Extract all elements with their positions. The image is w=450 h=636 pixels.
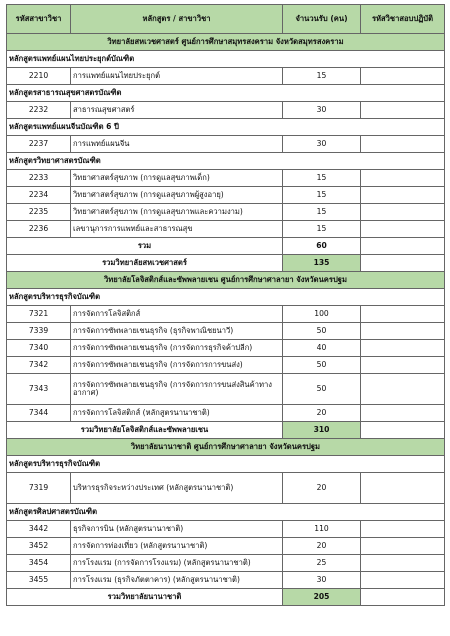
college-name: วิทยาลัยโลจิสติกส์และซัพพลายเชน ศูนย์การศึกษาศาลายา จังหวัดนครปฐม xyxy=(7,272,445,289)
college-total-empty xyxy=(361,589,445,606)
table-row xyxy=(7,374,445,405)
cell-code: 3442 xyxy=(7,521,71,538)
subtotal-label: รวม xyxy=(7,238,283,255)
admission-quota-table xyxy=(6,4,445,606)
cell-major-name: บริหารธุรกิจระหว่างประเทศ (หลักสูตรนานาชาติ) xyxy=(71,473,283,504)
program-title: หลักสูตรแพทย์แผนไทยประยุกต์บัณฑิต xyxy=(7,51,445,68)
cell-code: 7321 xyxy=(7,306,71,323)
cell-exam-code xyxy=(361,170,445,187)
cell-code: 2233 xyxy=(7,170,71,187)
program-title: หลักสูตรศิลปศาสตรบัณฑิต xyxy=(7,504,445,521)
table-row xyxy=(7,187,445,204)
cell-exam-code xyxy=(361,68,445,85)
header-quota: จำนวนรับ (คน) xyxy=(283,5,361,34)
cell-code: 7339 xyxy=(7,323,71,340)
cell-exam-code xyxy=(361,340,445,357)
cell-quota: 50 xyxy=(283,357,361,374)
program-title: หลักสูตรบริหารธุรกิจบัณฑิต xyxy=(7,289,445,306)
cell-quota: 30 xyxy=(283,136,361,153)
table-row xyxy=(7,538,445,555)
cell-code: 7342 xyxy=(7,357,71,374)
cell-code: 7319 xyxy=(7,473,71,504)
college-total-value: 135 xyxy=(283,255,361,272)
college-total-label: รวมวิทยาลัยสหเวชศาสตร์ xyxy=(7,255,283,272)
header-program: หลักสูตร / สาขาวิชา xyxy=(71,5,283,34)
cell-major-name: การจัดการซัพพลายเชนธุรกิจ (การจัดการธุรกิจค้าปลีก) xyxy=(71,340,283,357)
table-row xyxy=(7,473,445,504)
table-row xyxy=(7,68,445,85)
cell-major-name: วิทยาศาสตร์สุขภาพ (การดูแลสุขภาพเด็ก) xyxy=(71,170,283,187)
cell-exam-code xyxy=(361,405,445,422)
program-row xyxy=(7,51,445,68)
cell-code: 2210 xyxy=(7,68,71,85)
table-row xyxy=(7,405,445,422)
cell-quota: 30 xyxy=(283,572,361,589)
cell-exam-code xyxy=(361,306,445,323)
cell-code: 7344 xyxy=(7,405,71,422)
cell-major-name: วิทยาศาสตร์สุขภาพ (การดูแลสุขภาพและความงาม) xyxy=(71,204,283,221)
cell-major-name: การแพทย์แผนจีน xyxy=(71,136,283,153)
subtotal-value: 60 xyxy=(283,238,361,255)
cell-code: 2237 xyxy=(7,136,71,153)
table-row xyxy=(7,323,445,340)
college-total-empty xyxy=(361,422,445,439)
program-row xyxy=(7,289,445,306)
college-total-label: รวมวิทยาลัยโลจิสติกส์และซัพพลายเชน xyxy=(7,422,283,439)
cell-quota: 15 xyxy=(283,187,361,204)
cell-quota: 40 xyxy=(283,340,361,357)
cell-exam-code xyxy=(361,473,445,504)
program-row xyxy=(7,504,445,521)
college-name: วิทยาลัยสหเวชศาสตร์ ศูนย์การศึกษาสมุทรสงคราม จังหวัดสมุทรสงคราม xyxy=(7,34,445,51)
table-row xyxy=(7,572,445,589)
cell-major-name: การจัดการซัพพลายเชนธุรกิจ (การจัดการการขนส่ง) xyxy=(71,357,283,374)
cell-quota: 50 xyxy=(283,374,361,405)
cell-quota: 20 xyxy=(283,538,361,555)
cell-major-name: เลขานุการการแพทย์และสาธารณสุข xyxy=(71,221,283,238)
cell-major-name: การจัดการซัพพลายเชนธุรกิจ (ธุรกิจพาณิชยนาวี) xyxy=(71,323,283,340)
cell-exam-code xyxy=(361,521,445,538)
cell-quota: 15 xyxy=(283,221,361,238)
cell-code: 7340 xyxy=(7,340,71,357)
program-row xyxy=(7,119,445,136)
table-row xyxy=(7,136,445,153)
cell-code: 3452 xyxy=(7,538,71,555)
program-row xyxy=(7,85,445,102)
cell-exam-code xyxy=(361,538,445,555)
cell-exam-code xyxy=(361,572,445,589)
cell-major-name: สาธารณสุขศาสตร์ xyxy=(71,102,283,119)
cell-exam-code xyxy=(361,136,445,153)
cell-major-name: วิทยาศาสตร์สุขภาพ (การดูแลสุขภาพผู้สูงอายุ) xyxy=(71,187,283,204)
program-title: หลักสูตรแพทย์แผนจีนบัณฑิต 6 ปี xyxy=(7,119,445,136)
college-total-row xyxy=(7,422,445,439)
cell-major-name: การจัดการโลจิสติกส์ xyxy=(71,306,283,323)
cell-quota: 100 xyxy=(283,306,361,323)
cell-major-name: การโรงแรม (ธุรกิจภัตตาคาร) (หลักสูตรนานาชาติ) xyxy=(71,572,283,589)
cell-quota: 20 xyxy=(283,405,361,422)
cell-quota: 15 xyxy=(283,170,361,187)
college-total-row xyxy=(7,255,445,272)
cell-exam-code xyxy=(361,102,445,119)
college-row xyxy=(7,34,445,51)
header-code: รหัสสาขาวิชา xyxy=(7,5,71,34)
college-name: วิทยาลัยนานาชาติ ศูนย์การศึกษาศาลายา จังหวัดนครปฐม xyxy=(7,439,445,456)
table-body xyxy=(7,34,445,606)
college-row xyxy=(7,439,445,456)
cell-quota: 110 xyxy=(283,521,361,538)
cell-major-name: การจัดการโลจิสติกส์ (หลักสูตรนานาชาติ) xyxy=(71,405,283,422)
table-row xyxy=(7,102,445,119)
cell-exam-code xyxy=(361,323,445,340)
college-total-label: รวมวิทยาลัยนานาชาติ xyxy=(7,589,283,606)
table-row xyxy=(7,340,445,357)
table-row xyxy=(7,204,445,221)
cell-code: 3454 xyxy=(7,555,71,572)
table-header-row xyxy=(7,5,445,34)
cell-exam-code xyxy=(361,357,445,374)
table-row xyxy=(7,521,445,538)
cell-major-name: การจัดการซัพพลายเชนธุรกิจ (การจัดการการขนส่งสินค้าทางอากาศ) xyxy=(71,374,283,405)
cell-quota: 30 xyxy=(283,102,361,119)
cell-code: 2236 xyxy=(7,221,71,238)
program-row xyxy=(7,153,445,170)
cell-exam-code xyxy=(361,204,445,221)
cell-major-name: การแพทย์แผนไทยประยุกต์ xyxy=(71,68,283,85)
table-row xyxy=(7,306,445,323)
college-total-empty xyxy=(361,255,445,272)
cell-major-name: ธุรกิจการบิน (หลักสูตรนานาชาติ) xyxy=(71,521,283,538)
cell-quota: 25 xyxy=(283,555,361,572)
cell-code: 2232 xyxy=(7,102,71,119)
cell-quota: 50 xyxy=(283,323,361,340)
subtotal-empty xyxy=(361,238,445,255)
table-row xyxy=(7,357,445,374)
cell-code: 2234 xyxy=(7,187,71,204)
table-row xyxy=(7,170,445,187)
cell-quota: 15 xyxy=(283,204,361,221)
cell-exam-code xyxy=(361,374,445,405)
college-total-value: 310 xyxy=(283,422,361,439)
cell-code: 7343 xyxy=(7,374,71,405)
table-row xyxy=(7,221,445,238)
header-exam-code: รหัสวิชาสอบปฏิบัติ xyxy=(361,5,445,34)
program-title: หลักสูตรวิทยาศาสตรบัณฑิต xyxy=(7,153,445,170)
cell-code: 3455 xyxy=(7,572,71,589)
cell-quota: 15 xyxy=(283,68,361,85)
program-title: หลักสูตรสาธารณสุขศาสตรบัณฑิต xyxy=(7,85,445,102)
program-row xyxy=(7,456,445,473)
cell-exam-code xyxy=(361,221,445,238)
cell-major-name: การโรงแรม (การจัดการโรงแรม) (หลักสูตรนานาชาติ) xyxy=(71,555,283,572)
college-total-value: 205 xyxy=(283,589,361,606)
cell-exam-code xyxy=(361,555,445,572)
cell-exam-code xyxy=(361,187,445,204)
table-row xyxy=(7,555,445,572)
program-title: หลักสูตรบริหารธุรกิจบัณฑิต xyxy=(7,456,445,473)
cell-quota: 20 xyxy=(283,473,361,504)
admission-table-wrapper xyxy=(6,4,444,606)
cell-code: 2235 xyxy=(7,204,71,221)
college-total-row xyxy=(7,589,445,606)
subtotal-row xyxy=(7,238,445,255)
college-row xyxy=(7,272,445,289)
cell-major-name: การจัดการท่องเที่ยว (หลักสูตรนานาชาติ) xyxy=(71,538,283,555)
